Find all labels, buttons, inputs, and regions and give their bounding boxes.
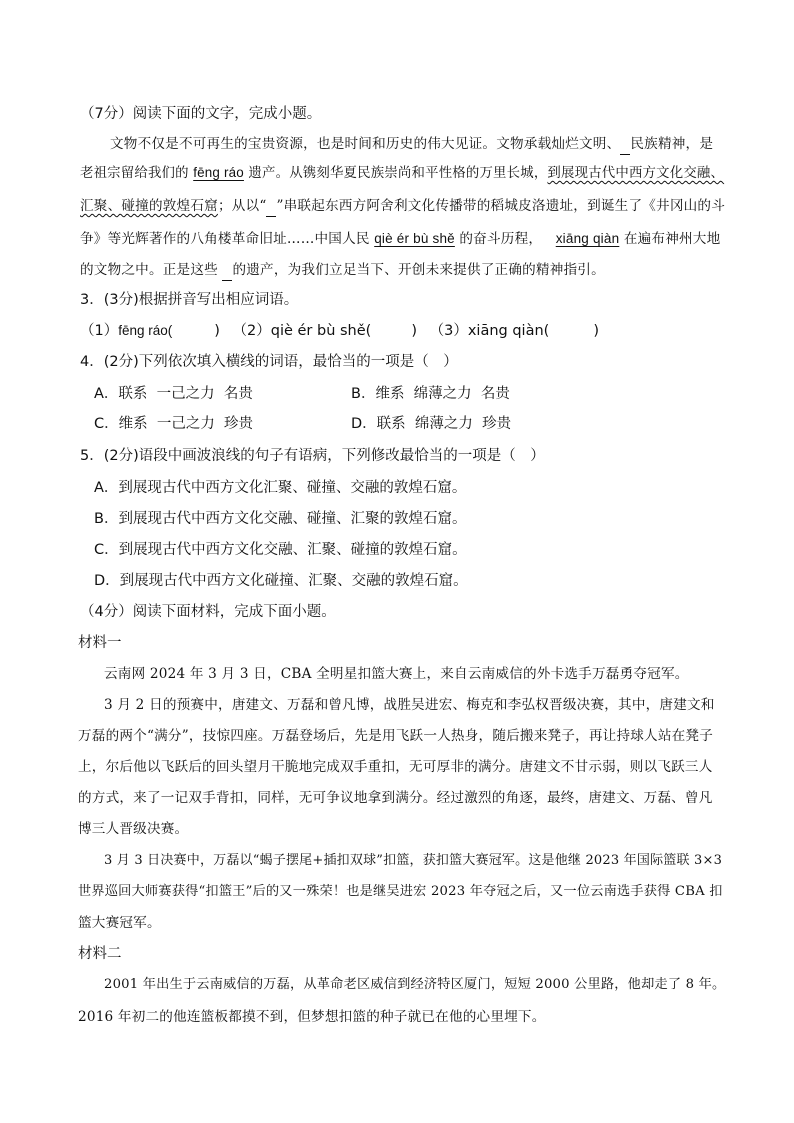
q3-item3-close: ) [593, 323, 599, 339]
fill-blank-1 [620, 134, 630, 155]
passage-text: 的文物之中。正是这些 [80, 262, 218, 278]
q3-answer-blank-2[interactable] [371, 321, 411, 341]
q3-item1-pinyin: fēng ráo( [118, 323, 173, 338]
passage-line-1 [110, 134, 713, 155]
q4-option-c[interactable]: C．维系 一己之力 珍贵 [94, 416, 254, 432]
q3-item1-number: （1） [80, 323, 119, 339]
q3-item2-label: （2）qiè ér bù shě( [232, 323, 372, 339]
q3-answer-blank-1[interactable] [180, 321, 214, 341]
passage-text: 争》等光辉著作的八角楼革命旧址……中国人民 [80, 231, 370, 247]
q3-item1-close: ) [214, 323, 220, 339]
passage-text: 遗产。从镌刻华夏民族崇尚和平性格的万里长城， [248, 166, 548, 181]
q5-option-c[interactable]: C．到展现古代中西方文化交融、汇聚、碰撞的敦煌石窟。 [94, 542, 467, 558]
passage-text: ”串联起东西方阿舍利文化传播带的稻城皮洛遗址，到诞生了《井冈山的斗 [276, 198, 726, 214]
passage-line-4 [80, 229, 720, 249]
passage-text: 老祖宗留给我们的 [80, 166, 189, 181]
pinyin-qieerbushe: qiè ér bù shě [374, 231, 455, 246]
section2-intro: （4分）阅读下面材料，完成下面小题。 [80, 604, 336, 620]
material2-line: 2016 年初二的他连篮板都摸不到，但梦想扣篮的种子就已在他的心里埋下。 [78, 1009, 546, 1025]
passage-text: ；从以“ [217, 198, 267, 214]
q3-item3-label: （3）xiāng qiàn( [429, 323, 550, 339]
q5-option-b[interactable]: B．到展现古代中西方文化交融、碰撞、汇聚的敦煌石窟。 [94, 511, 467, 527]
material1-line: 世界巡回大师赛获得“扣篮王”后的又一殊荣！也是继吴进宏 2023 年夺冠之后，又一位云南选手获得 CBA 扣 [78, 884, 723, 899]
passage-text: 文物不仅是不可再生的宝贵资源，也是时间和历史的伟大见证。文物承载灿烂文明、 [110, 136, 621, 152]
section1-intro: （7分）阅读下面的文字，完成小题。 [80, 106, 322, 122]
material2-line: 2001 年出生于云南威信的万磊，从革命老区威信到经济特区厦门，短短 2000 公里路，他却走了 8 年。 [104, 977, 726, 992]
passage-line-5 [80, 260, 605, 281]
q3-items [80, 321, 599, 341]
material1-line: 上，尔后他以飞跃后的回头望月干脆地完成双手重扣，无可厚非的满分。唐建文不甘示弱，则以飞跃三人 [78, 759, 713, 775]
wavy-sentence-part2: 汇聚、碰撞的敦煌石窟 [80, 198, 218, 214]
passage-text: 的遗产，为我们立足当下、开创未来提供了正确的精神指引。 [232, 262, 605, 278]
q3-answer-blank-3[interactable] [549, 321, 593, 341]
material1-line: 3 月 3 日决赛中，万磊以“蝎子摆尾+插扣双球”扣篮，获扣篮大赛冠军。这是他继 2023 年国际篮联 3×3 [104, 853, 723, 868]
q4-option-d[interactable]: D．联系 绵薄之力 珍贵 [351, 416, 512, 432]
q4-option-a[interactable]: A．联系 一己之力 名贵 [94, 386, 253, 402]
fill-blank-2 [266, 196, 276, 217]
material2-title: 材料二 [78, 946, 122, 962]
material1-title: 材料一 [78, 635, 122, 651]
passage-line-3 [80, 196, 725, 217]
fill-blank-3 [222, 260, 232, 281]
passage-text: 的奋斗历程， [459, 231, 543, 247]
q5-stem: 5．(2分)语段中画波浪线的句子有语病，下列修改最恰当的一项是（ ） [80, 448, 545, 464]
q3-stem: 3．(3分)根据拼音写出相应词语。 [80, 292, 299, 308]
material1-line: 的方式，来了一记双手背扣，同样，无可争议地拿到满分。经过激烈的角逐，最终，唐建文、万磊、曾凡 [78, 790, 713, 806]
pinyin-xiangqian: xiāng qiàn [555, 231, 620, 246]
passage-text: 民族精神，是 [630, 136, 714, 152]
material1-line: 博三人晋级决赛。 [78, 821, 189, 837]
material1-line: 云南网 2024 年 3 月 3 日，CBA 全明星扣篮大赛上，来自云南威信的外卡选手万磊勇夺冠军。 [104, 666, 689, 682]
wavy-sentence-part1: 到展现古代中西方文化交融、 [547, 166, 725, 181]
pinyin-fengrao: fēng ráo [193, 165, 244, 180]
q5-option-d[interactable]: D．到展现古代中西方文化碰撞、汇聚、交融的敦煌石窟。 [94, 573, 468, 589]
passage-text: 在遍布神州大地 [623, 231, 721, 247]
material1-line: 3 月 2 日的预赛中，唐建文、万磊和曾凡博，战胜吴进宏、梅克和李弘权晋级决赛，其中，唐建文和 [104, 697, 715, 713]
material1-line: 篮大赛冠军。 [78, 915, 161, 931]
q3-item2-close: ) [411, 323, 417, 339]
q4-option-b[interactable]: B．维系 绵薄之力 名贵 [351, 386, 510, 402]
q4-stem: 4．(2分)下列依次填入横线的词语，最恰当的一项是（ ） [80, 354, 458, 370]
q5-option-a[interactable]: A．到展现古代中西方文化汇聚、碰撞、交融的敦煌石窟。 [94, 480, 467, 496]
material1-line: 万磊的两个“满分”，技惊四座。万磊登场后，先是用飞跃一人热身，随后搬来凳子，再让持球人站在凳子 [78, 728, 714, 744]
passage-line-2 [80, 163, 724, 184]
